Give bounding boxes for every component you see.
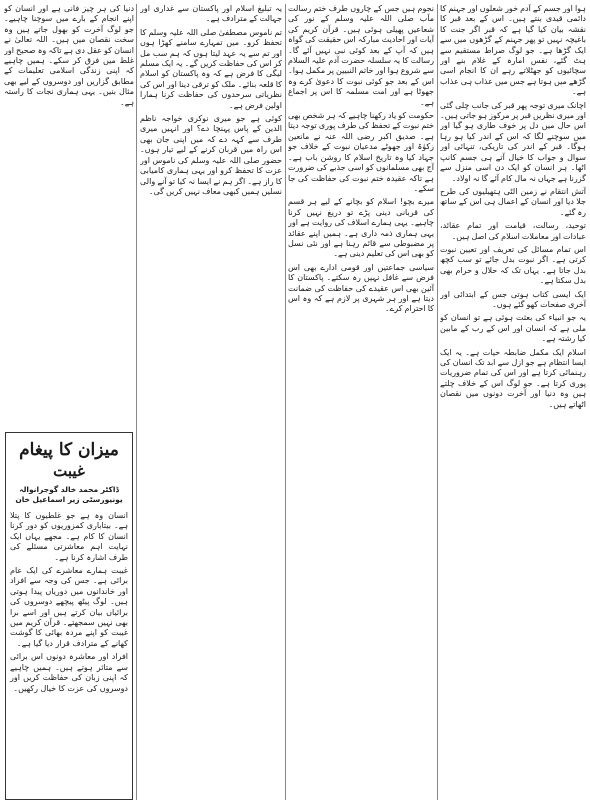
column-4-text [4,4,134,424]
paragraph: یہ تبلیغ اسلام اور پاکستان سے غداری اور جہالت کے مترادف ہے۔ [140,4,282,24]
paragraph: اس تمام مسائل کی تعریف اور تعیین نبوت کرتی ہے۔ اگر نبوت بدل جائے تو سب کچھ بدل جاتا ہے۔ یہاں تک کہ حلال و حرام بھی بدل سکتا ہے۔ [440,244,586,286]
paragraph: اچانک میری توجہ پھر قبر کی جانب چلی گئی اور میری نظریں قبر پر مرکوز ہو جاتی ہیں۔ اس حال میں دل پر خوف طاری ہو گیا اور میں سوچنے لگا کہ اس کے اندر کیا ہو رہا ہوگا۔ قبر کے اندر کی تاریکی، تنہائی اور سوال و جواب کا خیال آتے ہی جسم کانپ اٹھا۔ ہر انسان کو ایک دن اسی منزل سے گزرنا ہے جہاں نہ مال کام آئے گا نہ اولاد۔ [440,100,586,183]
paragraph: اسلام ایک مکمل ضابطہ حیات ہے۔ یہ ایک ایسا انتظام ہے جو ازل سے ابد تک انسان کی رہنمائی کرتا ہے اور اس کی تمام ضروریات پوری کرتا ہے۔ جو لوگ اس کے خلاف چلتے ہیں وہ دنیا اور آخرت دونوں میں نقصان اٹھاتے ہیں۔ [440,347,586,409]
column-rule [136,4,137,800]
paragraph: دنیا کی ہر چیز فانی ہے اور انسان کو اپنے انجام کے بارے میں سوچنا چاہیے۔ جو لوگ آخرت کو بھول جاتے ہیں وہ سخت نقصان میں ہیں۔ اللہ تعالیٰ نے انسان کو عقل دی ہے تاکہ وہ صحیح اور غلط میں فرق کر سکے۔ ہمیں چاہیے کہ اپنی زندگی اسلامی تعلیمات کے مطابق گزاریں اور دوسروں کے لیے بھی مثال بنیں۔ یہی ہماری نجات کا راستہ ہے۔ [4,4,134,107]
paragraph: نجوم ہیں جس کے چاروں طرف ختم رسالت مآب صلی اللہ علیہ وسلم کے نور کی شعاعیں پھیلی ہوئی ہیں۔ قرآن کریم کی آیات اور احادیث مبارکہ اس حقیقت کی گواہ ہیں کہ آپ کے بعد کوئی نبی نہیں آئے گا۔ رسالت کا یہ سلسلہ حضرت آدم علیہ السلام سے شروع ہوا اور خاتم النبیین پر مکمل ہوا۔ اس کے بعد جو کوئی نبوت کا دعویٰ کرے وہ جھوٹا ہے اور امت مسلمہ کا اس پر اجماع ہے۔ [288,4,434,107]
paragraph: ایک ایسی کتاب ہوتی جس کے ابتدائی اور آخری صفحات کھو گئے ہوں۔ [440,289,586,309]
feature-subtitle: غیبت [53,462,85,480]
feature-box [5,432,133,800]
feature-body [6,509,132,783]
paragraph: انسان وہ ہے جو غلطیوں کا پتلا ہے۔ بیتاباری کمزوریوں کو دور کرنا انسان کا کام ہے۔ مجھے یہاں ایک نہایت اہم معاشرتی مسئلے کی طرف اشارہ کرنا ہے۔ [10,511,128,562]
paragraph: تم ناموس مصطفیٰ صلی اللہ علیہ وسلم کا تحفظ کرو۔ میں تمہارے سامنے کھڑا ہوں اور تم سے یہ عہد لیتا ہوں کہ ہم سب مل کر اس کی حفاظت کریں گے۔ یہ ایک مسلم لیگی کا فرض ہے کہ وہ پاکستان کو اسلام کا قلعہ بنائے۔ ملک کو ترقی دینا اور اس کی نظریاتی سرحدوں کی حفاظت کرنا ہمارا اولین فرض ہے۔ [140,27,282,110]
paragraph: یہ جو انبیاء کی بعثت ہوئی ہے تو انسان کو ملی ہے کہ انسان اور اس کے رب کے مابین کیا رشتہ ہے۔ [440,313,586,344]
article-column-2 [288,4,434,800]
article-column-3 [140,4,282,800]
article-column-1 [440,4,586,800]
author-byline: ڈاکٹر محمد خالد گوجرانوالہ یونیورسٹی زیر اسماعیل خان [15,485,123,504]
paragraph: غیبت ہمارے معاشرے کی ایک عام برائی ہے۔ جس کی وجہ سے افراد اور خاندانوں میں دوریاں پیدا ہوتی ہیں۔ لوگ پیٹھ پیچھے دوسروں کی برائیاں بیان کرتے ہیں اور اسے برا بھی نہیں سمجھتے۔ قرآن کریم میں غیبت کو اپنے مردہ بھائی کا گوشت کھانے کے مترادف قرار دیا گیا ہے۔ [10,566,128,648]
paragraph: افراد اور معاشرہ دونوں اس برائی سے متاثر ہوتے ہیں۔ ہمیں چاہیے کہ اپنی زبان کی حفاظت کریں اور دوسروں کی عزت کا خیال رکھیں۔ [10,652,128,693]
paragraph: ہوا اور جسم کے آدم خور شعلوں اور جہنم کا دائمی قیدی بنتے ہیں۔ اس کے بعد قبر کا نقشہ بیان کیا گیا ہے کہ قبر اگر جنت کا باغیچہ نہیں تو پھر جہنم کے گڑھوں میں سے ایک گڑھا ہے۔ جو لوگ صراط مستقیم سے ہٹ گئے، نفس امارہ کے غلام بنے اور سچائیوں کو جھٹلاتے رہے ان کا انجام اسی گڑھے میں ہوتا ہے جس میں عذاب ہی عذاب ہے۔ [440,4,586,97]
feature-title: میزان کا پیغام [19,440,119,460]
paragraph: حکومت کو یاد رکھنا چاہیے کہ ہر شخص بھی ختم نبوت کے تحفظ کی طرف پوری توجہ دیتا ہے۔ صدیق اکبر رضی اللہ عنہ نے مانعین زکوٰۃ اور جھوٹے مدعیان نبوت کے خلاف جو جہاد کیا وہ تاریخ اسلام کا روشن باب ہے۔ آج بھی مسلمانوں کو اسی جذبے کی ضرورت ہے تاکہ عقیدہ ختم نبوت کی حفاظت کی جا سکے۔ [288,111,434,193]
column-rule [285,4,286,800]
paragraph: کوئی ہے جو میری نوکری خواجہ ناظم الدین کے پاس پہنچا دے؟ اور انہیں میری طرف سے کہہ دے کہ میں اپنی جان بھی اس راہ میں قربان کرنے کے لیے تیار ہوں۔ حضور صلی اللہ علیہ وسلم کی ناموس اور عزت کا تحفظ کرو اور یہی ہماری کامیابی کا راز ہے۔ اگر ہم نے ایسا نہ کیا تو آنے والی نسلیں ہمیں کبھی معاف نہیں کریں گی۔ [140,114,282,196]
paragraph: آتش انتقام نے زمین الٹی ہتھیلیوں کی طرح جلا دیا اور انسان کے اعمال ہی اس کے ساتھ رہ گئے۔ [440,186,586,217]
paragraph: میرے بچو! اسلام کو بچانے کے لیے ہر قسم کی قربانی دینی پڑے تو دریغ نہیں کرنا چاہیے۔ یہی ہمارے اسلاف کی روایت ہے اور یہی ہماری ذمہ داری ہے۔ ہمیں اپنے عقائد پر مضبوطی سے قائم رہنا ہے اور نئی نسل کو بھی اس کی تعلیم دینی ہے۔ [288,197,434,259]
column-rule [437,4,438,800]
feature-box-header [6,433,132,481]
paragraph: توحید، رسالت، قیامت اور تمام عقائد، عبادات اور معاملات اسلام کی اصل ہیں۔ [440,221,586,241]
paragraph: سیاسی جماعتیں اور قومی ادارے بھی اس فرض سے غافل نہیں رہ سکتے۔ پاکستان کا آئین بھی اس عقیدے کی حفاظت کی ضمانت دیتا ہے اور ہر شہری پر لازم ہے کہ وہ اس کا احترام کرے۔ [288,262,434,314]
